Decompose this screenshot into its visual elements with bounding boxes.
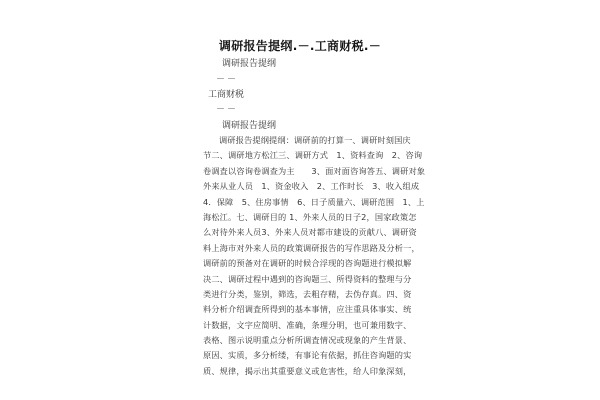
body-line: 表格、图示说明重点分析所调査情况或现象的产生背景、 <box>203 335 412 346</box>
body-line: 原因、实质，多分析缕，有事论有依据，抓住咨询题的实 <box>203 350 412 361</box>
body-line: 卷调査以咨询卷调查为主 3、面对面咨询答五、调研对象 <box>203 165 426 176</box>
body-line: 料分析介绍调査所得到的基本事情，应注重具体事实、统 <box>203 304 412 315</box>
body-line: 类进行分类，鉴别，筛选，去粗存精，去伪存真。四、资 <box>203 288 412 299</box>
section-name: 工商财税 <box>208 90 245 100</box>
separator-dash: －－ <box>216 105 239 115</box>
separator-dash: －－ <box>216 75 239 85</box>
body-line: 海松江。七、调研目的 1、外来人员的日子2，国家政策怎 <box>203 211 417 222</box>
body-line: 料上海市对外来人员的政策调研报告的写作思路及分析一， <box>203 242 420 253</box>
body-line: 调研前的预备对在调研的时候合浮现的咨询题进行模拟解 <box>203 258 412 269</box>
body-line: 计数据，文字应简明、准确，条理分明，也可兼用数字、 <box>203 319 412 330</box>
document-title: 调研报告提纲.－.工商财税.－ <box>218 39 382 53</box>
body-line: 调研报告提纲提纲：调研前的打算一、调研时刻国庆 <box>219 135 411 145</box>
body-line: 4．保障 5、住房事情 6、日子质量六、调研范围 1、上 <box>203 196 425 207</box>
body-line: 节二、调研地方松江三、调研方式 1、资料查询 2、咨询 <box>203 150 423 161</box>
body-paragraph <box>203 133 426 379</box>
document-subtitle: 调研报告提纲 <box>222 59 277 69</box>
body-line: 质、规律，揭示出其重要意义或危害性，给人印象深刻， <box>203 365 412 376</box>
section-subtitle: 调研报告提纲 <box>222 121 277 131</box>
body-line: 么对待外来人员3、外来人员对都市建设的贡献八、调研资 <box>203 227 417 238</box>
body-line: 决二、调研过程中遇到的咨询题三、所得资料的整理与分 <box>203 273 412 284</box>
body-line: 外来从业人员 1、资金收入 2、工作时长 3、收入组成 <box>203 181 420 192</box>
